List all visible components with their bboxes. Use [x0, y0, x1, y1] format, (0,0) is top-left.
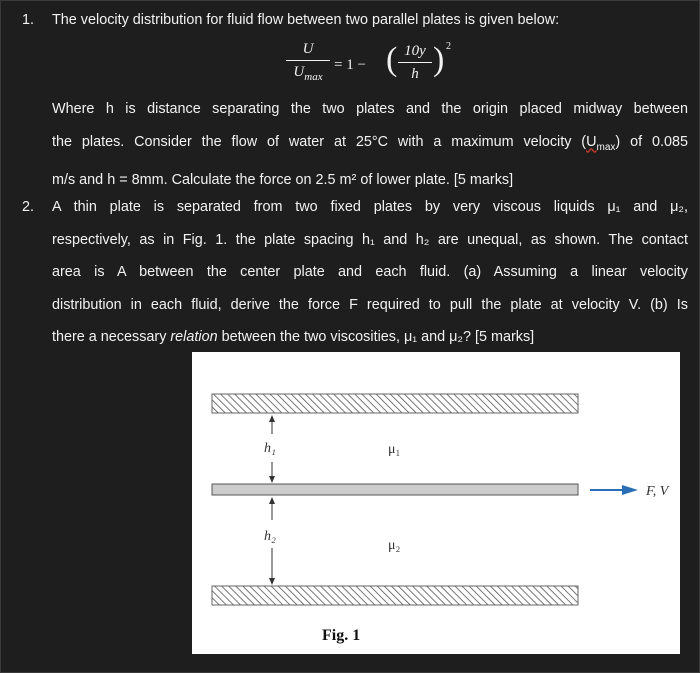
velocity-equation [286, 38, 476, 96]
lhs-fraction [286, 40, 330, 86]
q1-body-line-3: m/s and h = 8mm. Calculate the force on 2.5 m² of lower plate. [5 marks] [52, 171, 514, 188]
q2-number: 2. [22, 199, 35, 215]
q2-line-2: respectively, as in Fig. 1. the plate spacing h₁ and h₂ are unequal, as shown. The contact [52, 231, 688, 248]
label-mu2: μ₂ [388, 538, 401, 553]
lhs-numerator: U [302, 41, 314, 57]
label-h2: h₂ [264, 529, 276, 544]
figure-caption: Fig. 1 [322, 627, 361, 644]
bottom-fixed-plate [212, 586, 578, 605]
equation-exponent: 2 [446, 41, 451, 52]
q1-body-line-2: the plates. Consider the flow of water at 25°C with a maximum velocity $(U_{max})$ of 0.085 [52, 133, 688, 153]
label-mu1: μ₁ [388, 442, 401, 457]
right-paren: ) [433, 41, 445, 78]
q1-body-line-1: Where h is distance separating the two plates and the origin placed midway between [52, 101, 688, 117]
figure-1 [192, 352, 680, 654]
force-arrow-icon [622, 485, 638, 495]
h2-arrow-down-icon [269, 578, 275, 585]
label-h1: h₁ [264, 441, 276, 456]
lhs-denominator: $U_{max}$ [293, 64, 323, 83]
q1-body [52, 93, 688, 196]
h2-arrow-up-icon [269, 497, 275, 504]
plates-diagram [192, 352, 680, 654]
q1-number: 1. [22, 12, 35, 28]
center-moving-plate [212, 484, 578, 495]
left-paren: ( [386, 41, 398, 78]
h1-arrow-down-icon [269, 476, 275, 483]
equation-middle: = 1 − [334, 57, 366, 73]
q2-line-3: area is A between the center plate and each fluid. (a) Assuming a linear velocity [52, 264, 688, 280]
rhs-fraction [398, 42, 432, 83]
q2-body [52, 191, 688, 354]
rhs-numerator: 10y [404, 43, 426, 59]
h1-arrow-up-icon [269, 415, 275, 422]
rhs-denominator: h [411, 66, 419, 82]
top-fixed-plate [212, 394, 578, 413]
q2-line-4: distribution in each fluid, derive the force F required to pull the plate at velocity V. (b) Is [52, 296, 688, 313]
q1-title: The velocity distribution for fluid flow between two parallel plates is given below: [52, 12, 560, 28]
q2-line-1: A thin plate is separated from two fixed plates by very viscous liquids μ₁ and μ₂, [52, 199, 688, 215]
umax-label: $U_{max}$ [586, 133, 616, 153]
q2-line-5: there a necessary relation between the two viscosities, μ₁ and μ₂? [5 marks] [52, 329, 535, 345]
label-force: F, V [646, 484, 669, 499]
